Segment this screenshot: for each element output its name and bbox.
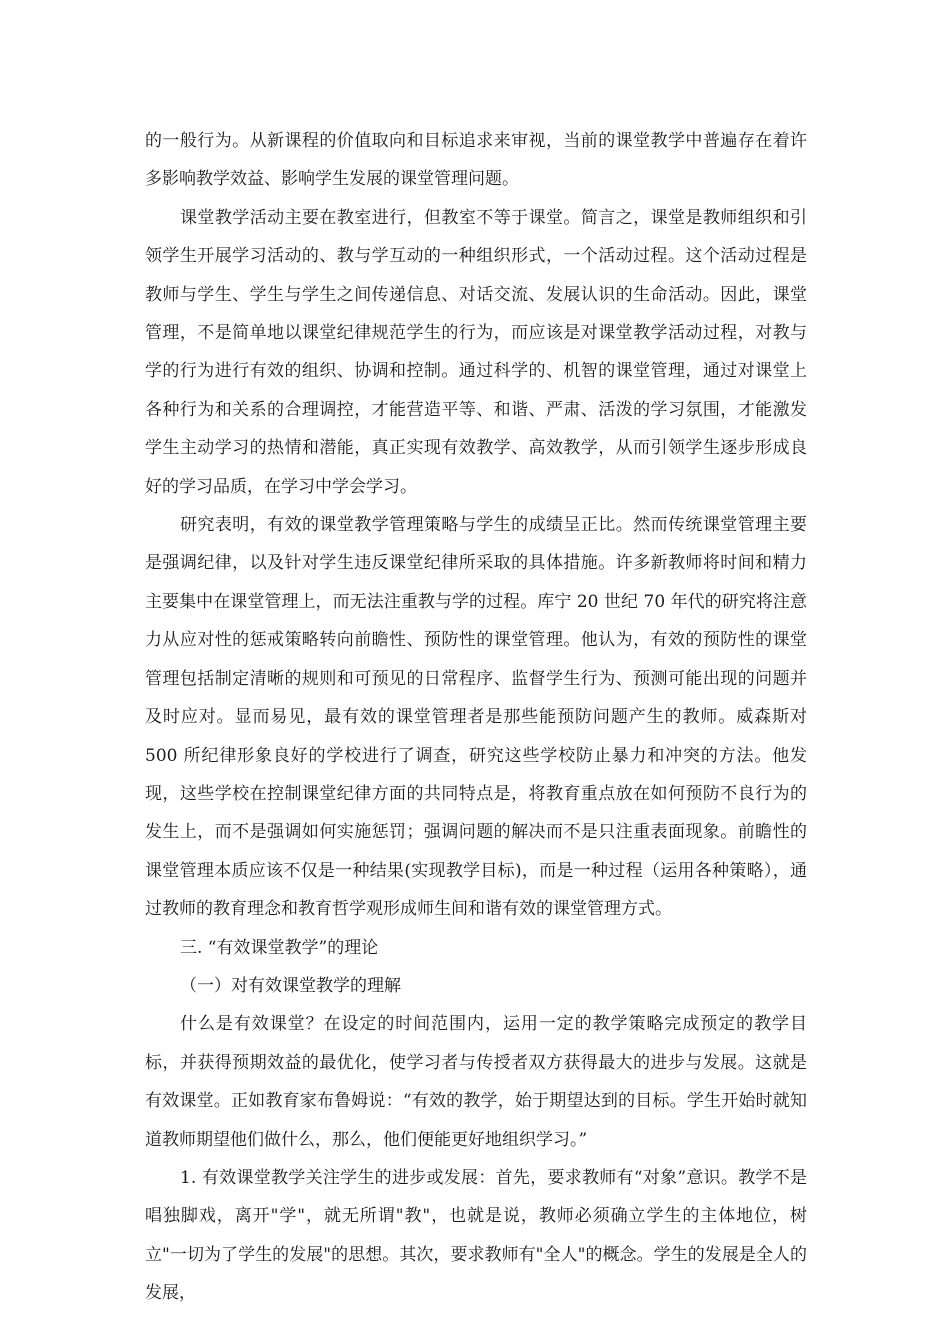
section-heading: 三. “有效课堂教学”的理论	[180, 937, 379, 958]
subsection-heading: （一）对有效课堂教学的理解	[180, 975, 401, 996]
paragraph-student-progress: 1. 有效课堂教学关注学生的进步或发展：首先，要求教师有“对象”意识。教学不是唱独脚戏，离开"学"，就无所谓"教"，也就是说，教师必须确立学生的主体地位，树立"一切为了学生的发展"的思想。其次，要求教师有"全人"的概念。学生的发展是全人的发展，	[145, 1167, 807, 1304]
paragraph-classroom-definition: 课堂教学活动主要在教室进行，但教室不等于课堂。简言之，课堂是教师组织和引领学生开展学习活动的、教与学互动的一种组织形式，一个活动过程。这个活动过程是教师与学生、学生与学生之间传递信息、对话交流、发展认识的生命活动。因此，课堂管理，不是简单地以课堂纪律规范学生的行为，而应该是对课堂教学活动过程，对教与学的行为进行有效的组织、协调和控制。通过科学的、机智的课堂管理，通过对课堂上各种行为和关系的合理调控，才能营造平等、和谐、严肃、活泼的学习氛围，才能激发学生主动学习的热情和潜能，真正实现有效教学、高效教学，从而引领学生逐步形成良好的学习品质，在学习中学会学习。	[145, 207, 807, 497]
document-body	[145, 122, 807, 1313]
paragraph-management-research: 研究表明，有效的课堂教学管理策略与学生的成绩呈正比。然而传统课堂管理主要是强调纪律，以及针对学生违反课堂纪律所采取的具体措施。许多新教师将时间和精力主要集中在课堂管理上，而无法注重教与学的过程。库宁 20 世纪 70 年代的研究将注意力从应对性的惩戒策略转向前瞻性、预防性的课堂管理。他认为，有效的预防性的课堂管理包括制定清晰的规则和可预见的日常程序、监督学生行为、预测可能出现的问题并及时应对。显而易见，最有效的课堂管理者是那些能预防问题产生的教师。威森斯对 500 所纪律形象良好的学校进行了调查，研究这些学校防止暴力和冲突的方法。他发现，这些学校在控制课堂纪律方面的共同特点是，将教育重点放在如何预防不良行为的发生上，而不是强调如何实施惩罚；强调问题的解决而不是只注重表面现象。前瞻性的课堂管理本质应该不仅是一种结果(实现教学目标)，而是一种过程（运用各种策略），通过教师的教育理念和教育哲学观形成师生间和谐有效的课堂管理方式。	[145, 515, 807, 920]
paragraph-effective-classroom: 什么是有效课堂？在设定的时间范围内，运用一定的教学策略完成预定的教学目标，并获得预期效益的最优化，使学习者与传授者双方获得最大的进步与发展。这就是有效课堂。正如教育家布鲁姆说：“有效的教学，始于期望达到的目标。学生开始时就知道教师期望他们做什么，那么，他们便能更好地组织学习。”	[145, 1014, 807, 1150]
paragraph-classroom-problems: 的一般行为。从新课程的价值取向和目标追求来审视，当前的课堂教学中普遍存在着许多影响教学效益、影响学生发展的课堂管理问题。	[145, 131, 807, 190]
